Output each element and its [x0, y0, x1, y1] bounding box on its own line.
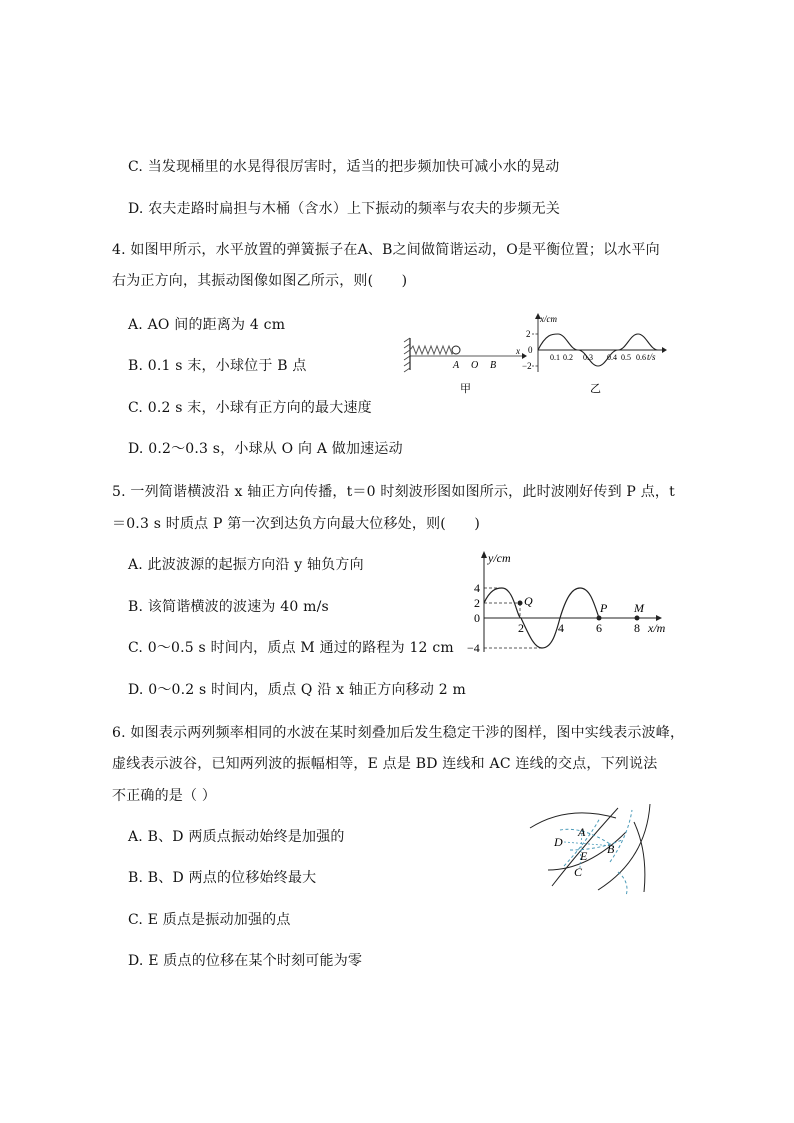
q4-option-b: B. 0.1 s 末，小球位于 B 点: [128, 358, 307, 374]
q4-tick-t05: 0.5: [621, 353, 631, 362]
q5-tick-x6: 6: [596, 621, 602, 635]
q4-stem-line2: 右为正方向，其振动图像如图乙所示，则( ): [112, 273, 408, 289]
q5-tick-y4: 4: [474, 581, 480, 595]
q5-tick-yn4: −4: [467, 641, 480, 655]
q6-label-b: B: [607, 842, 615, 856]
q4-tick-yn2: −2: [522, 361, 532, 371]
q5-tick-x2: 2: [518, 621, 524, 635]
q5-axis-x-label: x/m: [648, 621, 666, 635]
q4-axis-y-label: x/cm: [540, 314, 557, 324]
q4-caption-jia: 甲: [460, 383, 471, 395]
q4-label-x: x: [516, 346, 520, 356]
q5-option-c: C. 0～0.5 s 时间内，质点 M 通过的路程为 12 cm: [128, 640, 454, 656]
q4-tick-t06: 0.6: [636, 353, 646, 362]
q4-label-a: A: [453, 360, 460, 371]
q5-tick-x4: 4: [558, 621, 564, 635]
q4-vibration-graph: [522, 313, 667, 395]
q4-stem-line1: 4. 如图甲所示，水平放置的弹簧振子在A、B之间做简谐运动，O是平衡位置；以水平向: [112, 242, 660, 258]
q5-tick-x8: 8: [634, 621, 640, 635]
q4-option-a: A. AO 间的距离为 4 cm: [128, 317, 286, 333]
q6-stem-line3: 不正确的是（ ）: [112, 788, 217, 804]
q5-tick-y0: 0: [474, 611, 480, 625]
q5-option-b: B. 该简谐横波的波速为 40 m/s: [128, 599, 329, 615]
q4-tick-t02: 0.2: [563, 353, 573, 362]
q4-tick-t01: 0.1: [550, 353, 560, 362]
q5-option-a: A. 此波波源的起振方向沿 y 轴负方向: [128, 557, 364, 573]
q3-option-c: C. 当发现桶里的水晃得很厉害时，适当的把步频加快可减小水的晃动: [128, 159, 560, 175]
q5-stem-line1: 5. 一列简谐横波沿 x 轴正方向传播，t＝0 时刻波形图如图所示，此时波刚好传到 P 点，t: [112, 484, 675, 500]
q4-tick-t04: 0.4: [607, 353, 617, 362]
q3-option-d: D. 农夫走路时扁担与木桶（含水）上下振动的频率与农夫的步频无关: [128, 201, 561, 217]
q5-axis-y-label: y/cm: [488, 551, 511, 565]
q4-option-c: C. 0.2 s 末，小球有正方向的最大速度: [128, 400, 372, 416]
q5-tick-y2: 2: [474, 596, 480, 610]
q4-tick-t03: 0.3: [583, 353, 593, 362]
q6-option-a: A. B、D 两质点振动始终是加强的: [128, 829, 345, 845]
q5-wave-graph: [462, 548, 688, 658]
q4-figure: [400, 310, 680, 400]
q4-axis-t-label: t/s: [647, 352, 656, 362]
q5-stem-line2: ＝0.3 s 时质点 P 第一次到达负方向最大位移处，则( ): [112, 516, 480, 532]
q6-interference-figure: [518, 800, 658, 900]
q6-option-d: D. E 质点的位移在某个时刻可能为零: [128, 953, 363, 969]
q6-stem-line2: 虚线表示波谷，已知两列波的振幅相等，E 点是 BD 连线和 AC 连线的交点，下列说法: [112, 756, 658, 772]
q4-tick-y2: 2: [526, 329, 531, 339]
q4-label-o: O: [471, 360, 479, 371]
q6-label-c: C: [574, 865, 583, 879]
q4-label-b: B: [490, 360, 497, 371]
q6-label-a: A: [578, 825, 586, 839]
q4-tick-y0: 0: [528, 345, 533, 355]
q4-caption-yi: 乙: [590, 383, 601, 395]
q5-option-d: D. 0～0.2 s 时间内，质点 Q 沿 x 轴正方向移动 2 m: [128, 682, 466, 698]
q6-label-d: D: [554, 835, 563, 849]
q6-option-b: B. B、D 两点的位移始终最大: [128, 870, 317, 886]
q5-label-m: M: [634, 601, 644, 615]
q4-option-d: D. 0.2～0.3 s，小球从 O 向 A 做加速运动: [128, 441, 403, 457]
q6-option-c: C. E 质点是振动加强的点: [128, 912, 291, 928]
q6-stem-line1: 6. 如图表示两列频率相同的水波在某时刻叠加后发生稳定干涉的图样，图中实线表示波峰，: [112, 725, 685, 741]
q5-label-q: Q: [524, 594, 533, 608]
q4-spring-oscillator: [404, 338, 527, 395]
q6-label-e: E: [580, 849, 588, 863]
q5-label-p: P: [600, 601, 608, 615]
